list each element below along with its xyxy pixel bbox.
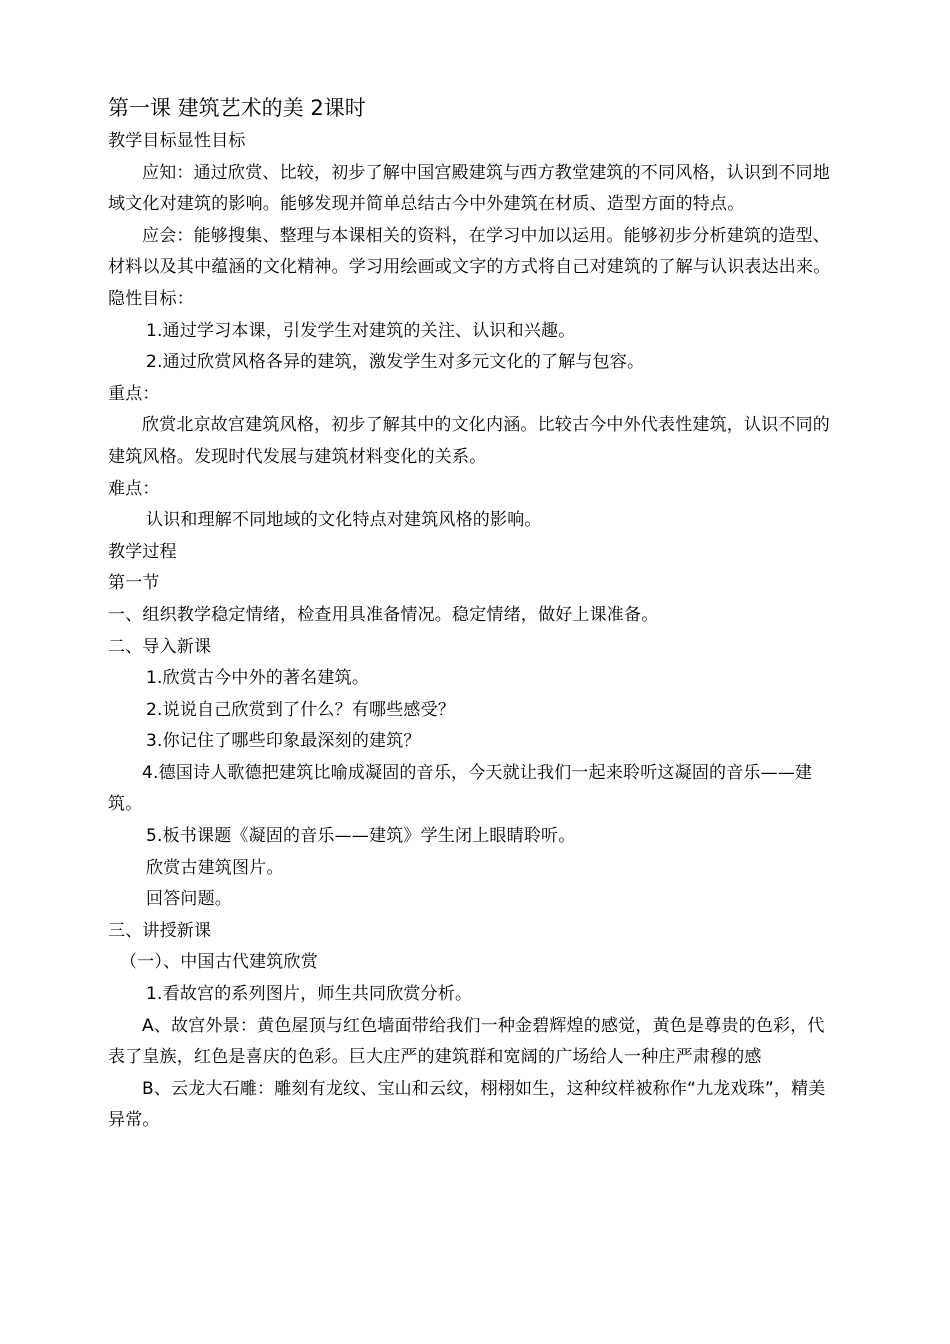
intro-item-4: 4.德国诗人歌德把建筑比喻成凝固的音乐，今天就让我们一起来聆听这凝固的音乐——建筑。 [108, 762, 813, 815]
step-1-organize: 一、组织教学稳定情绪，检查用具准备情况。稳定情绪，做好上课准备。 [108, 604, 659, 625]
subsection-ancient-architecture: （一）、中国古代建筑欣赏 [120, 952, 318, 973]
lesson-item-b: B、云龙大石雕：雕刻有龙纹、宝山和云纹，栩栩如生，这种纹样被称作“九龙戏珠”，精美异常。 [108, 1078, 826, 1131]
hidden-objective-2: 2.通过欣赏风格各异的建筑，激发学生对多元文化的了解与包容。 [146, 352, 645, 373]
intro-activity-1: 欣赏古建筑图片。 [146, 857, 284, 878]
difficulties-text: 认识和理解不同地域的文化特点对建筑风格的影响。 [146, 510, 542, 531]
hidden-objective-1: 1.通过学习本课，引发学生对建筑的关注、认识和兴趣。 [146, 320, 576, 341]
intro-item-2: 2.说说自己欣赏到了什么？有哪些感受？ [146, 699, 456, 720]
document-body [108, 92, 838, 1137]
lesson-item-a: A、故宫外景：黄色屋顶与红色墙面带给我们一种金碧辉煌的感觉，黄色是尊贵的色彩，代表了皇族，红色是喜庆的色彩。巨大庄严的建筑群和宽阔的广场给人一种庄严肃穆的感 [108, 1015, 825, 1068]
step-3-new-lesson: 三、讲授新课 [108, 920, 212, 941]
section-heading-difficulties: 难点： [108, 478, 160, 499]
intro-item-1: 1.欣赏古今中外的著名建筑。 [146, 668, 370, 689]
objective-knowledge: 应知：通过欣赏、比较，初步了解中国宫殿建筑与西方教堂建筑的不同风格，认识到不同地域文化对建筑的影响。能够发现并简单总结古今中外建筑在材质、造型方面的特点。 [108, 162, 830, 215]
intro-item-3: 3.你记住了哪些印象最深刻的建筑？ [146, 731, 421, 752]
intro-activity-2: 回答问题。 [146, 889, 232, 910]
lesson-title: 第一课 建筑艺术的美 2课时 [108, 96, 366, 120]
section-heading-process: 教学过程 [108, 541, 177, 562]
key-points-text: 欣赏北京故宫建筑风格，初步了解其中的文化内涵。比较古今中外代表性建筑，认识不同的建筑风格。发现时代发展与建筑材料变化的关系。 [108, 415, 830, 467]
intro-item-5: 5.板书课题《凝固的音乐——建筑》学生闭上眼睛聆听。 [146, 826, 576, 847]
step-2-introduction: 二、导入新课 [108, 636, 212, 657]
section-heading-key-points: 重点： [108, 383, 160, 404]
section-heading-hidden-objectives: 隐性目标： [108, 288, 194, 309]
lesson-item-1: 1.看故宫的系列图片，师生共同欣赏分析。 [146, 984, 473, 1005]
section-heading-objectives: 教学目标显性目标 [108, 131, 246, 151]
objective-skills: 应会：能够搜集、整理与本课相关的资料，在学习中加以运用。能够初步分析建筑的造型、材料以及其中蕴涵的文化精神。学习用绘画或文字的方式将自己对建筑的了解与认识表达出来。 [108, 225, 831, 278]
section-heading-first-period: 第一节 [108, 573, 160, 594]
